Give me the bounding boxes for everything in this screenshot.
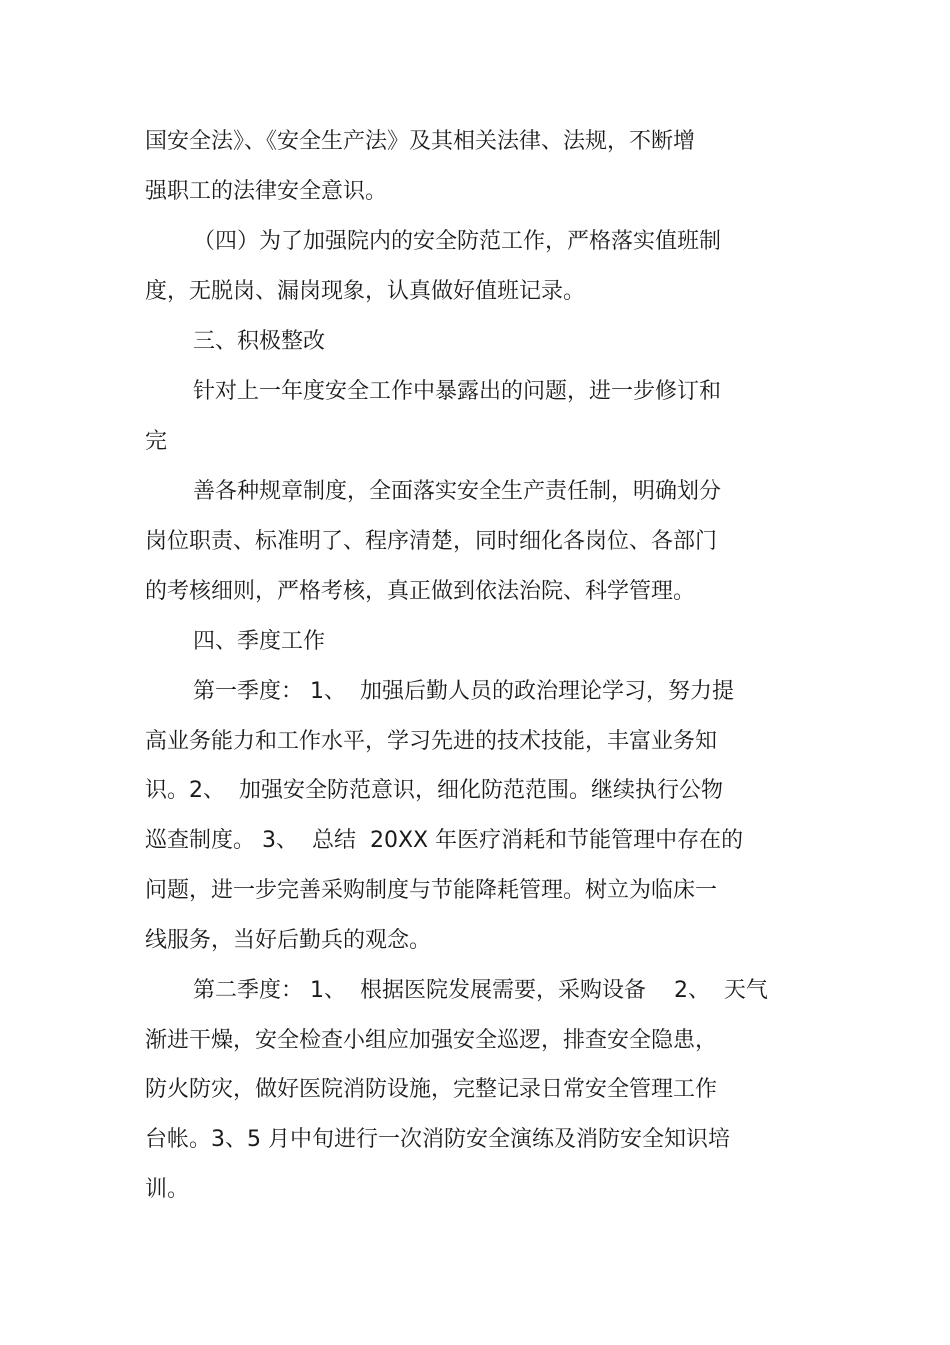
text-line: （四）为了加强院内的安全防范工作，严格落实值班制 [193,229,722,254]
text-line: 渐进干燥，安全检查小组应加强安全巡逻，排查安全隐患， [145,1028,718,1053]
text-line: 防火防灾，做好医院消防设施，完整记录日常安全管理工作 [145,1077,718,1102]
text-line: 训。 [145,1177,190,1202]
text-line: 的考核细则，严格考核，真正做到依法治院、科学管理。 [145,579,696,604]
text-line: 第二季度： 1、 根据医院发展需要，采购设备 2、 天气 [193,978,768,1003]
section-heading: 四、季度工作 [193,629,326,654]
text-line: 问题，进一步完善采购制度与节能降耗管理。树立为临床一 [145,878,718,903]
text-line: 度，无脱岗、漏岗现象，认真做好值班记录。 [145,279,586,304]
text-line: 识。2、 加强安全防范意识，细化防范范围。继续执行公物 [145,778,723,803]
text-line: 强职工的法律安全意识。 [145,179,388,204]
text-line: 巡查制度。 3、 总结 20XX 年医疗消耗和节能管理中存在的 [145,828,744,853]
text-line: 第一季度： 1、 加强后勤人员的政治理论学习，努力提 [193,679,734,704]
text-line: 完 [145,429,168,454]
text-line: 高业务能力和工作水平，学习先进的技术技能，丰富业务知 [145,729,718,754]
section-heading: 三、积极整改 [193,329,326,354]
text-line: 线服务，当好后勤兵的观念。 [145,928,432,953]
text-line: 国安全法》、《安全生产法》及其相关法律、法规，不断增 [145,129,696,154]
text-line: 针对上一年度安全工作中暴露出的问题，进一步修订和 [193,379,722,404]
text-line: 善各种规章制度，全面落实安全生产责任制，明确划分 [193,479,722,504]
text-line: 岗位职责、标准明了、程序清楚，同时细化各岗位、各部门 [145,529,718,554]
text-line: 台帐。3、5 月中旬进行一次消防安全演练及消防安全知识培 [145,1127,730,1152]
